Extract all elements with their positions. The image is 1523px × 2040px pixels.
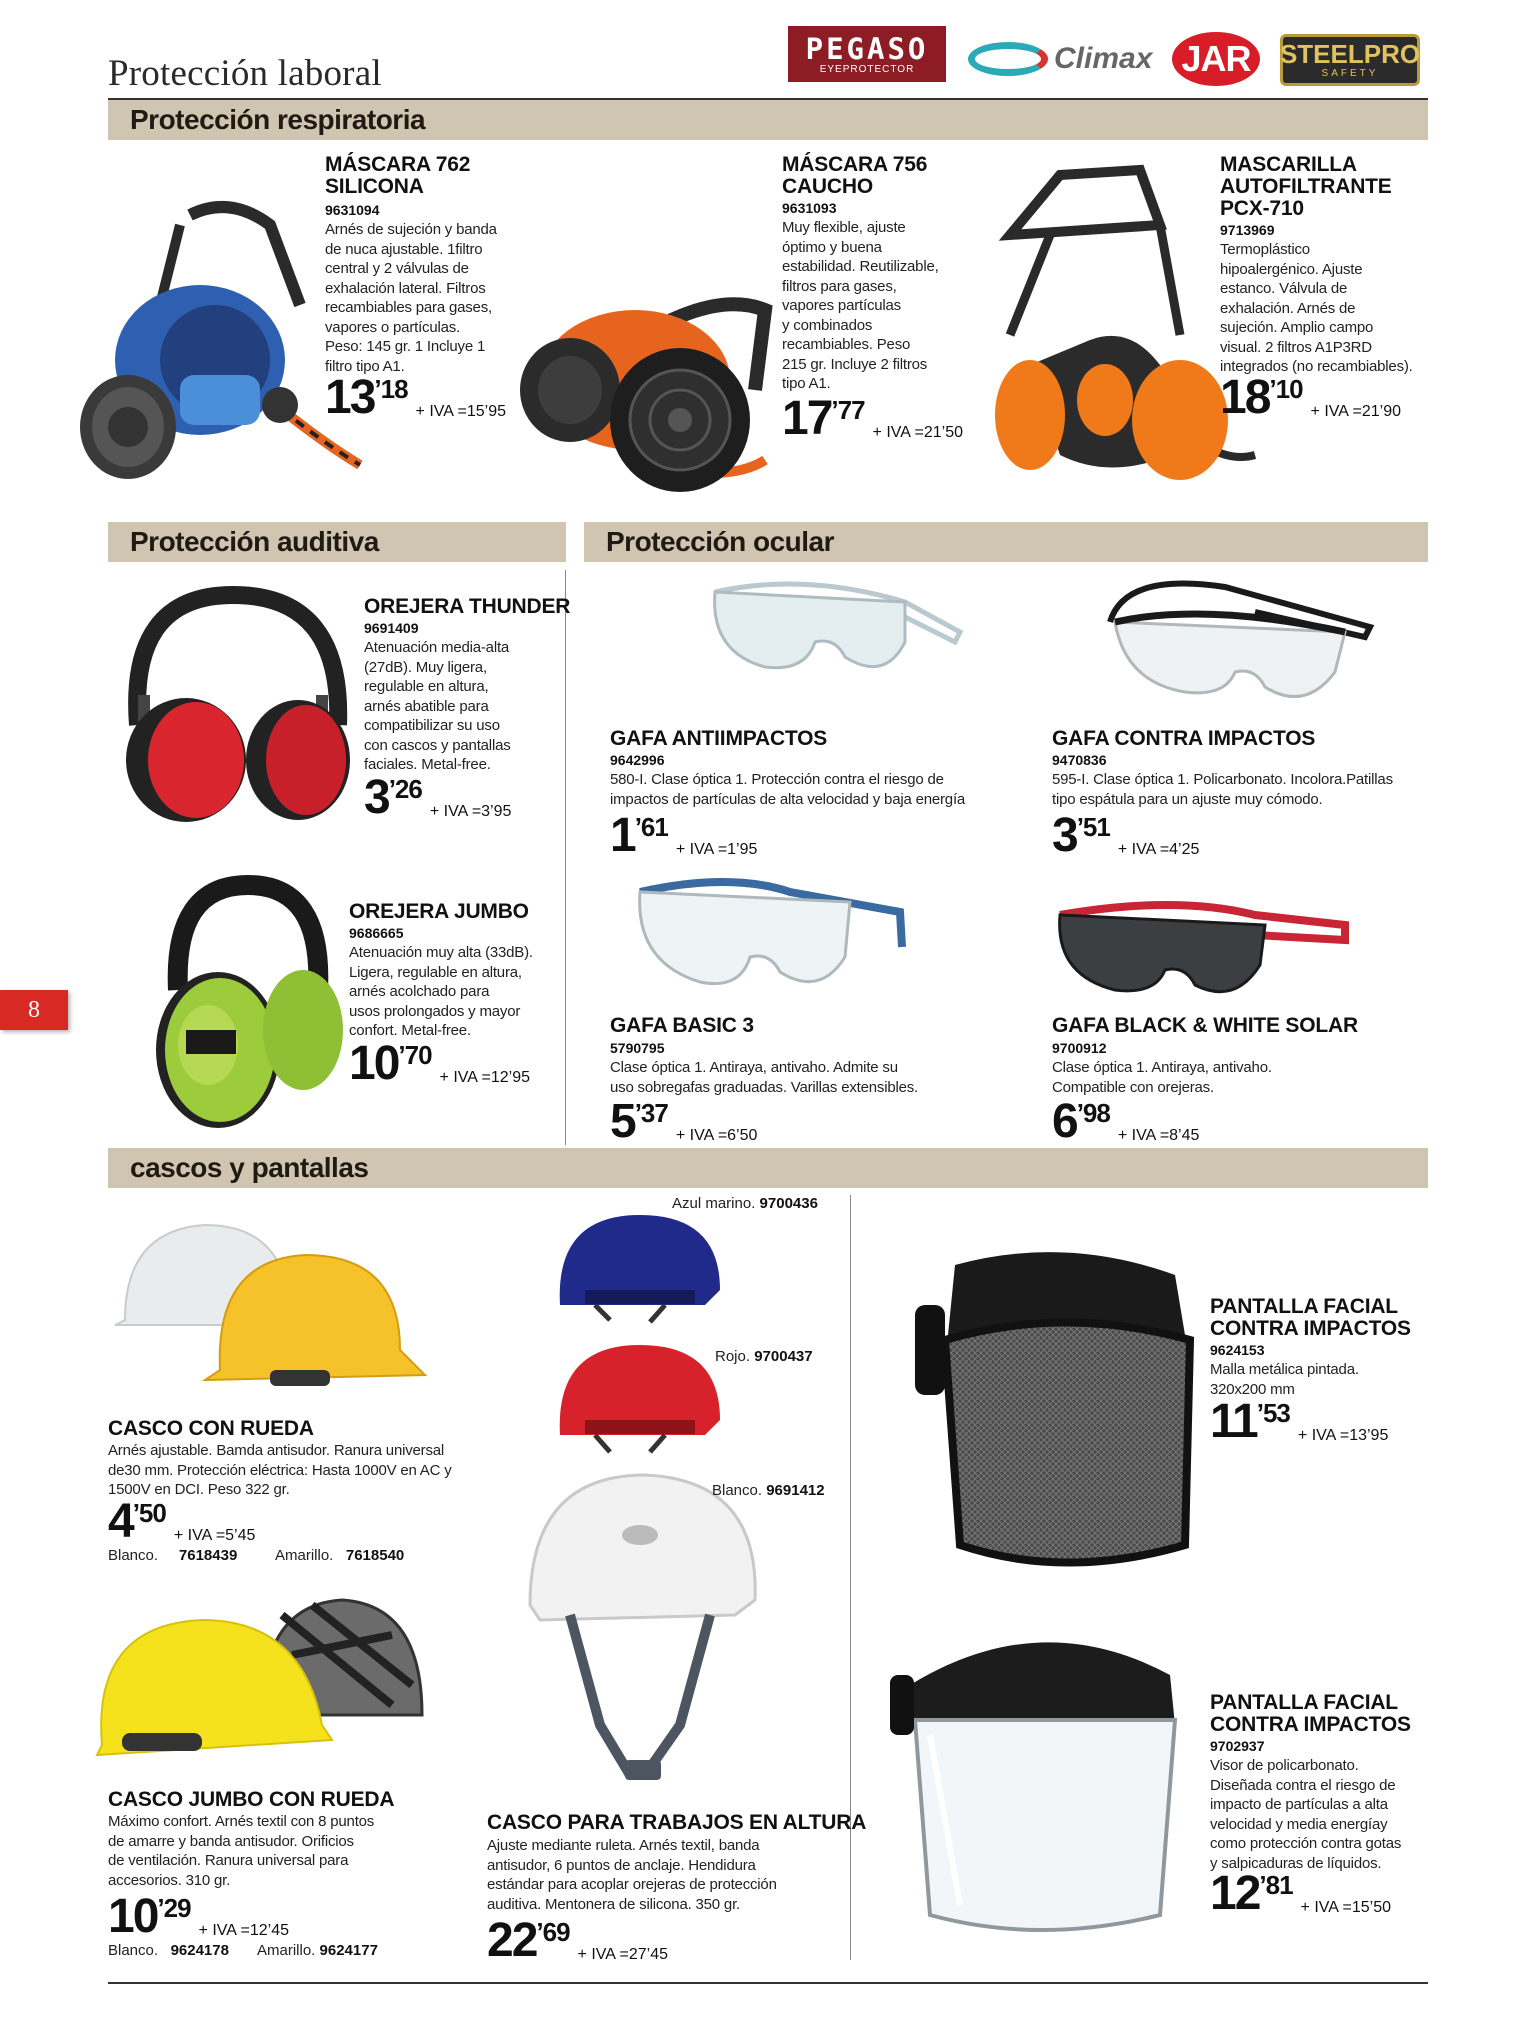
mask-756-name: MÁSCARA 756 CAUCHO <box>782 153 928 198</box>
page-number-tab: 8 <box>0 990 68 1030</box>
section-header-cascos: cascos y pantallas <box>108 1148 1428 1188</box>
price-int: 13 <box>325 371 375 424</box>
price-int: 11 <box>1210 1395 1257 1448</box>
price-int: 3 <box>1052 809 1077 862</box>
column-divider <box>850 1195 851 1960</box>
mask-762-name: MÁSCARA 762 SILICONA <box>325 153 471 198</box>
orejera-jumbo-image <box>148 880 348 1130</box>
pantalla-policarbonato-desc: Visor de policarbonato. Diseñada contra el riesgo de impacto de partículas a alta velocidad y media energíay como protección contra gotas y salpicaduras de líquidos. <box>1210 1757 1402 1872</box>
gafa-contra-impactos-image <box>1105 572 1375 722</box>
price-int: 4 <box>108 1495 133 1548</box>
casco-altura-name: CASCO PARA TRABAJOS EN ALTURA <box>487 1811 867 1834</box>
pantalla-policarbonato-code: 9702937 <box>1210 1738 1265 1754</box>
price-dec: ’53 <box>1256 1398 1290 1428</box>
casco-con-rueda-image <box>115 1200 435 1410</box>
gafa-black-white-solar-desc: Clase óptica 1. Antiraya, antivaho. Compatible con orejeras. <box>1052 1059 1272 1096</box>
mask-756-desc: Muy flexible, ajuste óptimo y buena estabilidad. Reutilizable, filtros para gases, vapores partículas y combinados recambiables. Peso 215 gr. Incluye 2 filtros tipo A1. <box>782 219 939 392</box>
casco-con-rueda-variant-white <box>108 1547 237 1564</box>
price-iva: + IVA =4’25 <box>1117 841 1200 858</box>
price-int: 1 <box>610 809 635 862</box>
variant-label: Amarillo. <box>257 1942 316 1959</box>
gafa-contra-impactos-code: 9470836 <box>1052 752 1107 768</box>
price-dec: ’26 <box>388 774 422 804</box>
price-iva: + IVA =27’45 <box>577 1946 668 1963</box>
casco-altura-desc: Ajuste mediante ruleta. Arnés textil, banda antisudor, 6 puntos de anclaje. Hendidura estándar para acoplar orejeras de protección auditiva. Mentonera de silicona. 350 gr. <box>487 1837 777 1913</box>
price-dec: ’70 <box>398 1040 432 1070</box>
casco-altura-red-image <box>555 1340 725 1455</box>
steelpro-logo <box>1280 34 1420 86</box>
gafa-black-white-solar-name: GAFA BLACK & WHITE SOLAR <box>1052 1014 1358 1037</box>
price-dec: ’77 <box>831 395 865 425</box>
gafa-black-white-solar-price <box>1052 1095 1200 1148</box>
gafa-basic-3-image <box>630 872 910 1002</box>
pcx-710-desc: Termoplástico hipoalergénico. Ajuste estanco. Válvula de exhalación. Arnés de sujeción. Amplio campo visual. 2 filtros A1P3RD integrados (no recambiables). <box>1220 241 1413 375</box>
pantalla-malla-desc: Malla metálica pintada. 320x200 mm <box>1210 1361 1359 1398</box>
price-dec: ’98 <box>1076 1098 1110 1128</box>
gafa-basic-3-code: 5790795 <box>610 1040 665 1056</box>
casco-jumbo-price <box>108 1890 289 1943</box>
price-iva: + IVA =12’95 <box>439 1069 530 1086</box>
pcx-710-price <box>1220 371 1401 424</box>
jar-logo: JAR <box>1172 32 1260 86</box>
orejera-jumbo-code: 9686665 <box>349 925 404 941</box>
orejera-thunder-image <box>108 585 358 825</box>
casco-altura-white-variant <box>712 1482 825 1499</box>
pegaso-logo <box>788 26 946 82</box>
column-divider <box>565 570 566 1145</box>
pantalla-malla-name: PANTALLA FACIAL CONTRA IMPACTOS <box>1210 1295 1411 1340</box>
orejera-thunder-code: 9691409 <box>364 620 419 636</box>
climax-logo <box>966 36 1156 84</box>
price-int: 22 <box>487 1914 537 1967</box>
casco-altura-price <box>487 1914 668 1967</box>
variant-code: 9700436 <box>759 1195 818 1212</box>
mask-762-price <box>325 371 506 424</box>
casco-jumbo-variant-white <box>108 1942 229 1959</box>
gafa-antiimpactos-desc: 580-I. Clase óptica 1. Protección contra el riesgo de impactos de partículas de alta velocidad y baja energía <box>610 771 966 808</box>
gafa-antiimpactos-image <box>705 572 965 692</box>
price-dec: ’50 <box>132 1498 166 1528</box>
pantalla-policarbonato-name: PANTALLA FACIAL CONTRA IMPACTOS <box>1210 1691 1411 1736</box>
casco-jumbo-variant-yellow <box>257 1942 378 1959</box>
price-dec: ’51 <box>1076 812 1110 842</box>
variant-label: Blanco. <box>108 1547 159 1564</box>
pegaso-logo-sub: EYEPROTECTOR <box>819 63 915 75</box>
variant-code: 9624178 <box>170 1942 229 1959</box>
casco-altura-white-image <box>520 1475 765 1795</box>
mask-762-desc: Arnés de sujeción y banda de nuca ajustable. 1filtro central y 2 válvulas de exhalación lateral. Filtros recambiables para gases, vapores o partículas. Peso: 145 gr. 1 Incluye 1 filtro tipo A1. <box>325 221 497 375</box>
price-iva: + IVA =15’95 <box>415 403 506 420</box>
orejera-jumbo-desc: Atenuación muy alta (33dB). Ligera, regulable en altura, arnés acolchado para usos prolongados y mayor confort. Metal-free. <box>349 944 533 1039</box>
orejera-thunder-price <box>364 771 512 824</box>
orejera-jumbo-name: OREJERA JUMBO <box>349 900 529 923</box>
variant-code: 9624177 <box>319 1942 378 1959</box>
price-dec: ’69 <box>536 1917 570 1947</box>
casco-con-rueda-name: CASCO CON RUEDA <box>108 1417 314 1440</box>
steelpro-logo-text: STEELPRO <box>1279 39 1421 69</box>
price-iva: + IVA =21’50 <box>872 424 963 441</box>
casco-altura-blue-variant <box>672 1195 818 1212</box>
casco-jumbo-desc: Máximo confort. Arnés textil con 8 puntos de amarre y banda antisudor. Orificios de ventilación. Ranura universal para accesorios. 310 gr. <box>108 1813 375 1889</box>
gafa-contra-impactos-desc: 595-I. Clase óptica 1. Policarbonato. Incolora.Patillas tipo espátula para un ajuste muy cómodo. <box>1052 771 1393 808</box>
price-int: 3 <box>364 771 389 824</box>
variant-label: Amarillo. <box>275 1547 334 1564</box>
gafa-contra-impactos-name: GAFA CONTRA IMPACTOS <box>1052 727 1316 750</box>
mask-762-code: 9631094 <box>325 202 380 218</box>
price-int: 5 <box>610 1095 635 1148</box>
variant-code: 7618540 <box>345 1547 405 1564</box>
gafa-black-white-solar-image <box>1055 895 1355 1015</box>
gafa-black-white-solar-code: 9700912 <box>1052 1040 1107 1056</box>
price-dec: ’37 <box>634 1098 668 1128</box>
price-iva: + IVA =13’95 <box>1297 1427 1389 1444</box>
price-iva: + IVA =21’90 <box>1310 403 1401 420</box>
orejera-jumbo-price <box>349 1037 530 1090</box>
section-header-respiratoria: Protección respiratoria <box>108 100 1428 140</box>
pcx-710-name: MASCARILLA AUTOFILTRANTE PCX-710 <box>1220 153 1392 220</box>
gafa-antiimpactos-name: GAFA ANTIIMPACTOS <box>610 727 828 750</box>
gafa-contra-impactos-price <box>1052 809 1200 862</box>
price-int: 6 <box>1052 1095 1077 1148</box>
footer-rule <box>108 1982 1428 1984</box>
variant-label: Azul marino. <box>672 1195 756 1212</box>
price-iva: + IVA =6’50 <box>675 1127 758 1144</box>
gafa-antiimpactos-price <box>610 809 758 862</box>
variant-code: 7618439 <box>178 1547 238 1564</box>
climax-logo-text: Climax <box>1054 42 1153 75</box>
page-title: Protección laboral <box>108 53 382 94</box>
price-int: 17 <box>782 392 832 445</box>
section-header-auditiva: Protección auditiva <box>108 522 566 562</box>
price-iva: + IVA =12’45 <box>198 1922 289 1939</box>
variant-label: Blanco. <box>108 1942 159 1959</box>
mask-756-price <box>782 392 963 445</box>
gafa-basic-3-price <box>610 1095 758 1148</box>
price-iva: + IVA =8’45 <box>1117 1127 1200 1144</box>
casco-con-rueda-desc: Arnés ajustable. Bamda antisudor. Ranura universal de30 mm. Protección eléctrica: Hasta 1000V en AC y 1500V en DCI. Peso 322 gr. <box>108 1442 452 1498</box>
variant-label: Rojo. <box>715 1348 751 1365</box>
pcx-710-code: 9713969 <box>1220 222 1275 238</box>
casco-altura-blue-image <box>555 1210 725 1325</box>
price-dec: ’18 <box>374 374 408 404</box>
price-iva: + IVA =5’45 <box>173 1527 256 1544</box>
casco-con-rueda-variant-yellow <box>275 1547 404 1564</box>
climax-swoosh-icon <box>968 42 1048 76</box>
price-int: 18 <box>1220 371 1270 424</box>
pantalla-policarbonato-image <box>890 1615 1190 1945</box>
pantalla-malla-code: 9624153 <box>1210 1342 1265 1358</box>
gafa-antiimpactos-code: 9642996 <box>610 752 665 768</box>
variant-label: Blanco. <box>712 1482 763 1499</box>
price-dec: ’29 <box>157 1893 191 1923</box>
price-dec: ’10 <box>1269 374 1303 404</box>
mask-756-code: 9631093 <box>782 200 837 216</box>
mask-756-image <box>515 270 775 500</box>
pantalla-malla-price <box>1210 1395 1389 1448</box>
steelpro-logo-sub: SAFETY <box>1321 68 1379 79</box>
casco-con-rueda-price <box>108 1495 256 1548</box>
variant-code: 9700437 <box>754 1348 813 1365</box>
price-iva: + IVA =15’50 <box>1300 1899 1391 1916</box>
price-iva: + IVA =3’95 <box>429 803 512 820</box>
casco-altura-red-variant <box>715 1348 813 1365</box>
price-int: 12 <box>1210 1867 1260 1920</box>
orejera-thunder-desc: Atenuación media-alta (27dB). Muy ligera, regulable en altura, arnés abatible para compatibilizar su uso con cascos y pantallas faciales. Metal-free. <box>364 639 511 773</box>
price-iva: + IVA =1’95 <box>675 841 758 858</box>
pegaso-logo-text: PEGASO <box>805 31 929 66</box>
price-dec: ’61 <box>634 812 668 842</box>
pantalla-malla-image <box>915 1245 1205 1575</box>
price-dec: ’81 <box>1259 1870 1293 1900</box>
pantalla-policarbonato-price <box>1210 1867 1391 1920</box>
price-int: 10 <box>349 1037 399 1090</box>
orejera-thunder-name: OREJERA THUNDER <box>364 595 571 618</box>
variant-code: 9691412 <box>766 1482 825 1499</box>
section-header-ocular: Protección ocular <box>584 522 1428 562</box>
gafa-basic-3-name: GAFA BASIC 3 <box>610 1014 754 1037</box>
gafa-basic-3-desc: Clase óptica 1. Antiraya, antivaho. Admite su uso sobregafas graduadas. Varillas extensibles. <box>610 1059 919 1096</box>
casco-jumbo-image <box>92 1575 432 1765</box>
casco-jumbo-name: CASCO JUMBO CON RUEDA <box>108 1788 395 1811</box>
price-int: 10 <box>108 1890 158 1943</box>
